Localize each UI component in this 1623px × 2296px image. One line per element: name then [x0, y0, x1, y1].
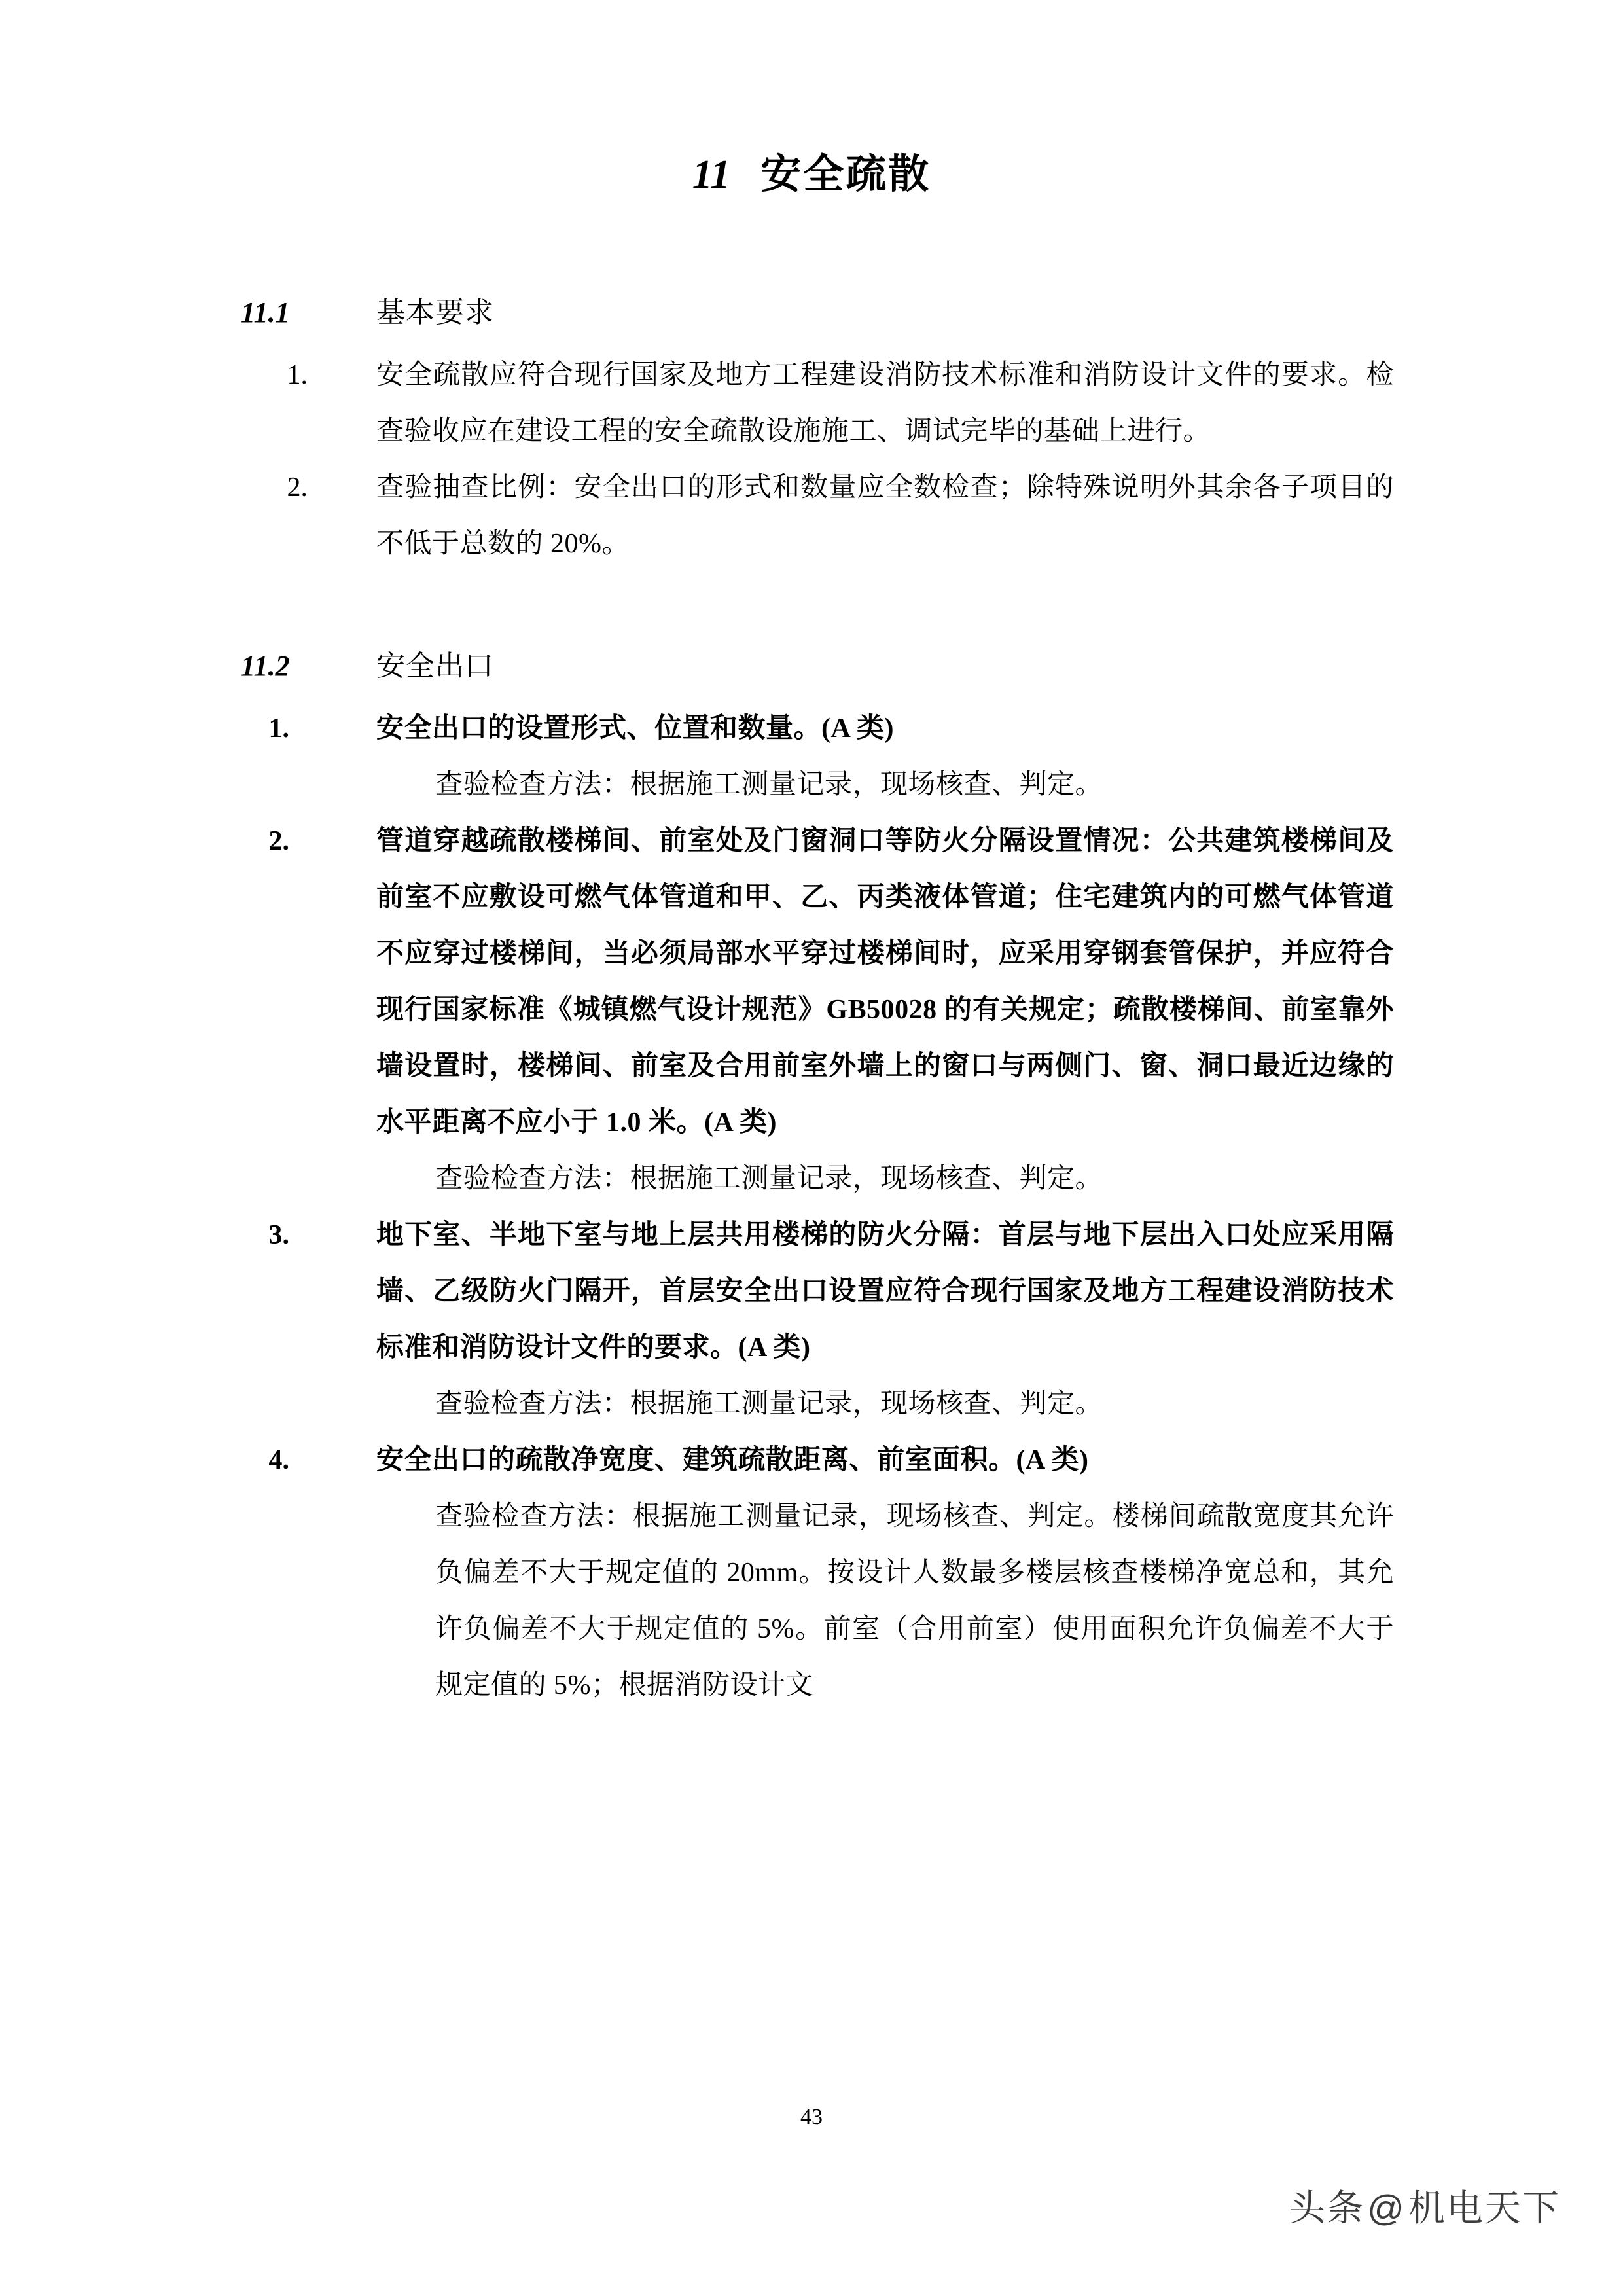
- list-item: [0, 459, 1623, 572]
- list-item-marker: 1.: [287, 360, 308, 390]
- inspection-method-note: 查验检查方法：根据施工测量记录，现场核查、判定。: [435, 1164, 1103, 1194]
- page-title: [0, 152, 1623, 198]
- list-item-marker: 2.: [268, 826, 289, 856]
- list-item-text: 查验抽查比例：安全出口的形式和数量应全数检查；除特殊说明外其余各子项目的不低于总数的 20%。: [376, 473, 1394, 559]
- list-item-marker: 4.: [268, 1445, 289, 1475]
- inspection-method-note: 查验检查方法：根据施工测量记录，现场核查、判定。: [435, 1389, 1103, 1419]
- page-title-number: 11: [692, 152, 731, 197]
- list-item: [0, 1432, 1623, 1488]
- list-item: [0, 1207, 1623, 1376]
- list-item-text: 安全疏散应符合现行国家及地方工程建设消防技术标准和消防设计文件的要求。检查验收应在建设工程的安全疏散设施施工、调试完毕的基础上进行。: [376, 360, 1394, 446]
- list-item-text: 管道穿越疏散楼梯间、前室处及门窗洞口等防火分隔设置情况：公共建筑楼梯间及前室不应敷设可燃气体管道和甲、乙、丙类液体管道；住宅建筑内的可燃气体管道不应穿过楼梯间，当必须局部水平穿过楼梯间时，应采用穿钢套管保护，并应符合现行国家标准《城镇燃气设计规范》GB50028 的有关规定；疏散楼梯间、前室靠外墙设置时，楼梯间、前室及合用前室外墙上的窗口与两侧门、窗、洞口最近边缘的水平距离不应小于 1.0 米。(A 类): [376, 826, 1394, 1138]
- watermark-at-symbol: @: [1367, 2187, 1406, 2229]
- section-spacer: [0, 572, 1623, 635]
- list-item-text: 地下室、半地下室与地上层共用楼梯的防火分隔：首层与地下层出入口处应采用隔墙、乙级防火门隔开，首层安全出口设置应符合现行国家及地方工程建设消防技术标准和消防设计文件的要求。(A 类): [376, 1220, 1394, 1363]
- section-heading-11-2: [0, 635, 1623, 698]
- page-number: 43: [800, 2105, 823, 2129]
- watermark-prefix: 头条: [1289, 2187, 1365, 2229]
- inspection-method-note: 查验检查方法：根据施工测量记录，现场核查、判定。: [435, 770, 1103, 800]
- inspection-method-note: 查验检查方法：根据施工测量记录，现场核查、判定。楼梯间疏散宽度其允许负偏差不大于规定值的 20mm。按设计人数最多楼层核查楼梯净宽总和，其允许负偏差不大于规定值的 5%。前室（合用前室）使用面积允许负偏差不大于规定值的 5%；根据消防设计文: [435, 1501, 1394, 1700]
- section-number: 11.2: [241, 650, 290, 682]
- list-item-text: 安全出口的设置形式、位置和数量。(A 类): [376, 713, 894, 744]
- section-heading-11-1: [0, 281, 1623, 344]
- page-title-text: 安全疏散: [760, 152, 931, 197]
- document-body: [0, 281, 1623, 1713]
- section-title: 安全出口: [376, 650, 494, 682]
- list-item: [0, 813, 1623, 1151]
- list-item: [0, 347, 1623, 459]
- list-item: [0, 700, 1623, 757]
- list-item-marker: 2.: [287, 473, 308, 503]
- list-item-text: 安全出口的疏散净宽度、建筑疏散距离、前室面积。(A 类): [376, 1445, 1089, 1475]
- watermark: [1289, 2179, 1560, 2232]
- list-item-marker: 1.: [268, 713, 289, 744]
- watermark-account: 机电天下: [1408, 2187, 1560, 2229]
- section-number: 11.1: [241, 296, 290, 329]
- section-title: 基本要求: [376, 296, 494, 329]
- list-item-marker: 3.: [268, 1220, 289, 1250]
